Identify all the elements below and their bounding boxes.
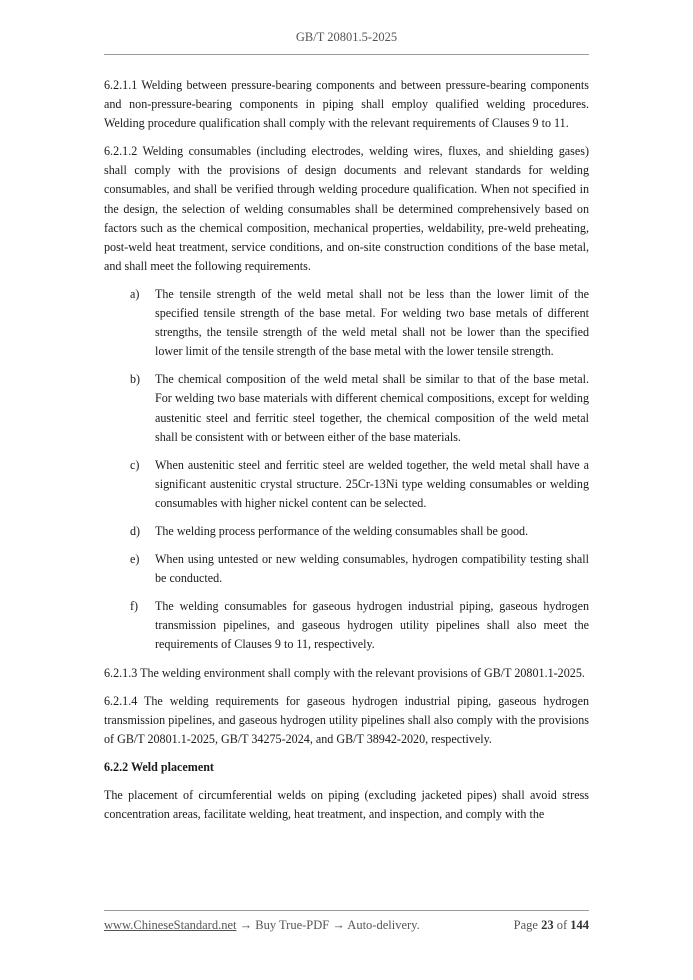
- page-indicator: [514, 918, 589, 933]
- clause-6-2-1-2: 6.2.1.2 Welding consumables (including electrodes, welding wires, fluxes, and shielding gases) shall comply with the provisions of design documents and relevant standards for welding consumables, and shall be verified through welding procedure qualification. When not specified in the design, the selection of welding consumables shall be determined comprehensively based on factors such as the chemical composition, mechanical properties, weldability, pre-weld preheating, post-weld heat treatment, service conditions, and on-site construction conditions of the base metal, and shall meet the following requirements.: [104, 144, 589, 273]
- list-marker: a): [130, 286, 140, 301]
- footer-divider: [104, 910, 589, 911]
- page-label: Page: [513, 918, 538, 932]
- list-item: [104, 550, 589, 588]
- list-item-text: The chemical composition of the weld metal shall be similar to that of the base metal. For welding two base materials with different chemical compositions, except for welding austenitic steel and ferritic steel together, the chemical composition of the weld metal shall be consistent with or between either of the base materials.: [155, 372, 589, 444]
- header-divider: [104, 54, 589, 55]
- list-item-text: The tensile strength of the weld metal shall not be less than the lower limit of the specified tensile strength of the base metal. For welding two base metals of different strengths, the tensile strength of the weld metal shall not be lower than the specified lower limit of the tensile strength of the base metal with the lower tensile strength.: [155, 286, 589, 359]
- requirements-list: [104, 285, 589, 655]
- list-marker: c): [130, 457, 140, 472]
- clause-6-2-1-3: 6.2.1.3 The welding environment shall comply with the relevant provisions of GB/T 20801.1-2025.: [104, 665, 585, 680]
- document-footer: [104, 918, 589, 933]
- list-item: [104, 456, 589, 513]
- of-label: of: [556, 918, 568, 932]
- current-page-number: 23: [541, 918, 554, 932]
- list-item: [104, 285, 589, 361]
- section-heading-6-2-2: 6.2.2 Weld placement: [104, 759, 214, 774]
- list-marker: f): [130, 599, 139, 614]
- list-marker: d): [130, 523, 141, 538]
- clause-6-2-2-text: The placement of circumferential welds on piping (excluding jacketed pipes) shall avoid stress concentration areas, facilitate welding, heat treatment, and inspection, and comply with the: [104, 788, 589, 822]
- list-item: [104, 522, 589, 541]
- list-marker: b): [130, 372, 141, 387]
- list-item-text: The welding process performance of the welding consumables shall be good.: [155, 523, 529, 538]
- list-item-text: The welding consumables for gaseous hydrogen industrial piping, gaseous hydrogen transmission pipelines, and gaseous hydrogen utility pipelines shall also meet the requirements of Clauses 9 to 11, respectively.: [155, 599, 589, 652]
- document-body: [104, 76, 589, 833]
- clause-6-2-1-1: 6.2.1.1 Welding between pressure-bearing components and between pressure-bearing components and non-pressure-bearing components in piping shall employ qualified welding procedures. Welding procedure qualification shall comply with the relevant requirements of Clauses 9 to 11.: [104, 78, 589, 131]
- document-header: GB/T 20801.5-2025: [295, 30, 398, 44]
- list-item-text: When using untested or new welding consumables, hydrogen compatibility testing shall be conducted.: [155, 552, 589, 586]
- list-item: [104, 597, 589, 654]
- total-pages: 144: [570, 918, 589, 932]
- list-item-text: When austenitic steel and ferritic steel are welded together, the weld metal shall have a significant austenitic crystal structure. 25Cr-13Ni type welding consumables or welding consumables with higher nickel content can be selected.: [155, 457, 589, 510]
- footer-left: [104, 918, 420, 933]
- list-item: [104, 370, 589, 446]
- list-marker: e): [130, 552, 140, 567]
- website-link[interactable]: www.ChineseStandard.net: [104, 918, 237, 932]
- footer-tagline: → Buy True-PDF → Auto-delivery.: [236, 918, 420, 932]
- clause-6-2-1-4: 6.2.1.4 The welding requirements for gaseous hydrogen industrial piping, gaseous hydrogen transmission pipelines, and gaseous hydrogen utility pipelines shall also comply with the provisions of GB/T 20801.1-2025, GB/T 34275-2024, and GB/T 38942-2020, respectively.: [104, 693, 589, 746]
